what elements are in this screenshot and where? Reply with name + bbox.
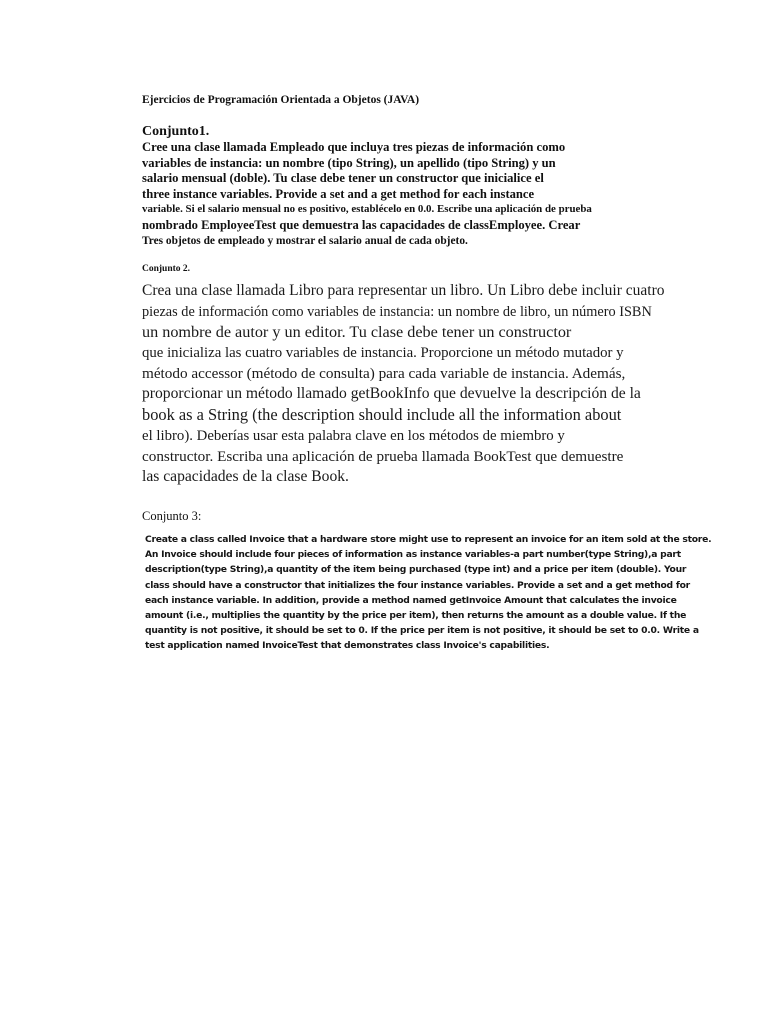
document-heading: Ejercicios de Programación Orientada a Objetos (JAVA) [142,94,420,106]
set1-line: variables de instancia: un nombre (tipo String), un apellido (tipo String) y un [142,155,556,170]
set3-line: An Invoice should include four pieces of information as instance variables-a part number(type String),a part [145,549,681,561]
set1-title: Conjunto1. [142,124,210,139]
set1-line: nombrado EmployeeTest que demuestra las capacidades de classEmployee. Crear [142,217,581,232]
set2-line: que inicializa las cuatro variables de instancia. Proporcione un método mutador y [142,345,624,362]
set1-body [142,140,592,249]
set3-line: class should have a constructor that initializes the four instance variables. Provide a set and a get method for [145,579,690,591]
set3-title: Conjunto 3: [142,509,202,523]
set1-line: Cree una clase llamada Empleado que incluya tres piezas de información como [142,140,566,154]
set3-body [145,532,711,654]
set3-line: each instance variable. In addition, provide a method named getInvoice Amount that calculates the invoice [145,594,677,606]
set2-line: proporcionar un método llamado getBookInfo que devuelve la descripción de la [142,385,641,403]
set3-line: test application named InvoiceTest that demonstrates class Invoice's capabilities. [145,640,550,652]
set2-line: las capacidades de la clase Book. [142,468,349,486]
set1-line: salario mensual (doble). Tu clase debe tener un constructor que inicialice el [142,171,544,186]
set3-line: description(type String),a quantity of the item being purchased (type int) and a price per item (double). Your [145,564,687,576]
set2-line: constructor. Escriba una aplicación de prueba llamada BookTest que demuestre [142,447,624,465]
set1-line: three instance variables. Provide a set and a get method for each instance [142,186,535,201]
set2-line: un nombre de autor y un editor. Tu clase debe tener un constructor [142,323,572,342]
set2-body [142,281,664,488]
set3-line: Create a class called Invoice that a hardware store might use to represent an invoice for an item sold at the store. [145,534,712,545]
set1-line: variable. Si el salario mensual no es positivo, establécelo en 0.0. Escribe una aplicación de prueba [142,203,592,216]
set2-line: método accessor (método de consulta) para cada variable de instancia. Además, [142,364,626,382]
set1-line: Tres objetos de empleado y mostrar el salario anual de cada objeto. [142,234,468,247]
set2-line: Crea una clase llamada Libro para representar un libro. Un Libro debe incluir cuatro [142,282,665,299]
set2-title: Conjunto 2. [142,264,191,274]
set3-line: quantity is not positive, it should be set to 0. If the price per item is not positive, it should be set to 0.0. Write a [145,625,699,637]
set3-line: amount (i.e., multiplies the quantity by the price per item), then returns the amount as a double value. If the [145,609,687,621]
set2-line: piezas de información como variables de instancia: un nombre de libro, un número ISBN [142,303,652,320]
set2-line: book as a String (the description should include all the information about [142,405,622,425]
set2-line: el libro). Deberías usar esta palabra clave en los métodos de miembro y [142,427,565,444]
